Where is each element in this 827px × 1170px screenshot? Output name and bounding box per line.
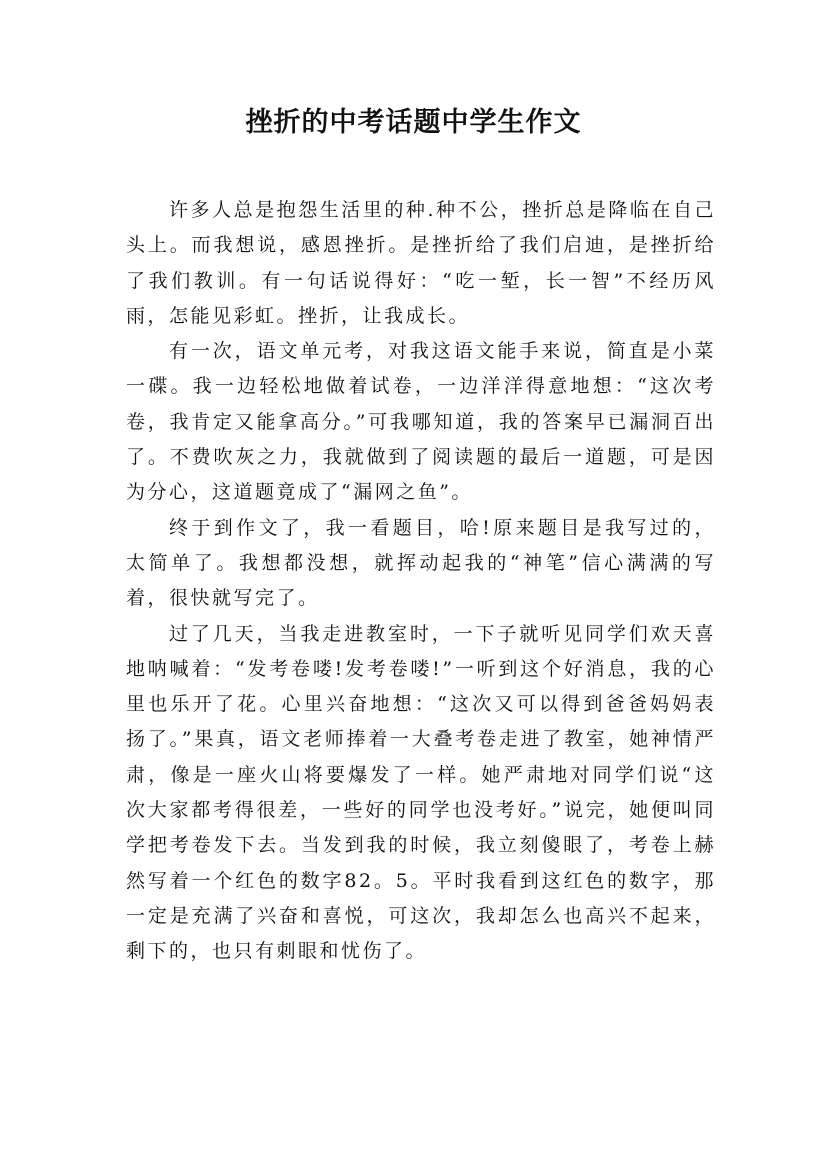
paragraph-2: 有一次，语文单元考，对我这语文能手来说，简直是小菜一碟。我一边轻松地做着试卷，一边洋洋得意地想：“这次考卷，我肯定又能拿高分。”可我哪知道，我的答案早已漏洞百出了。不费吹灰之力，我就做到了阅读题的最后一道题，可是因为分心，这道题竟成了“漏网之鱼”。 [126,340,716,504]
document-title: 挫折的中考话题中学生作文 [245,107,582,138]
essay-body [126,193,716,970]
paragraph-1: 许多人总是抱怨生活里的种.种不公，挫折总是降临在自己头上。而我想说，感恩挫折。是挫折给了我们启迪，是挫折给了我们教训。有一句话说得好：“吃一堑，长一智”不经历风雨，怎能见彩虹。挫折，让我成长。 [126,199,716,327]
paragraph-3: 终于到作文了，我一看题目，哈!原来题目是我写过的，太简单了。我想都没想，就挥动起我的“神笔”信心满满的写着，很快就写完了。 [126,516,716,610]
paragraph-4: 过了几天，当我走进教室时，一下子就听见同学们欢天喜地呐喊着：“发考卷喽!发考卷喽!”一听到这个好消息，我的心里也乐开了花。心里兴奋地想：“这次又可以得到爸爸妈妈表扬了。”果真，语文老师捧着一大叠考卷走进了教室，她神情严肃，像是一座火山将要爆发了一样。她严肃地对同学们说“这次大家都考得很差，一些好的同学也没考好。”说完，她便叫同学把考卷发下去。当发到我的时候，我立刻傻眼了，考卷上赫然写着一个红色的数字82。5。平时我看到这红色的数字，那一定是充满了兴奋和喜悦，可这次，我却怎么也高兴不起来，剩下的，也只有刺眼和忧伤了。 [126,622,716,963]
